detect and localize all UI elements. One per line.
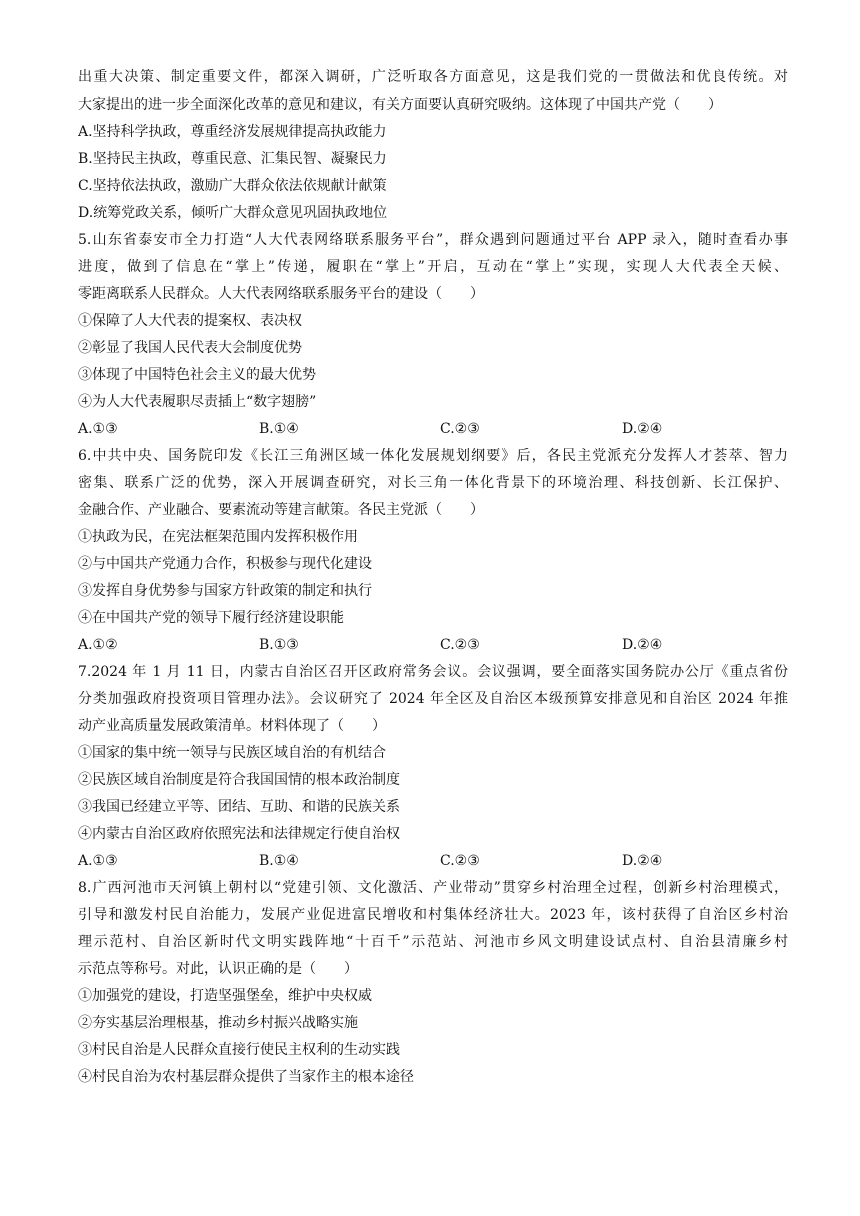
q7-item-2: ②民族区域自治制度是符合我国国情的根本政治制度 (78, 772, 400, 788)
q7-item-4: ④内蒙古自治区政府依照宪法和法律规定行使自治权 (78, 826, 400, 842)
q4-option-b: B.坚持民主执政，尊重民意、汇集民智、凝聚民力 (78, 151, 387, 167)
q8-stem-line-2: 引导和激发村民自治能力，发展产业促进富民增收和村集体经济壮大。2023 年，该村获得了自治区乡村治 (78, 907, 788, 923)
q5-stem-line-1: 5.山东省泰安市全力打造“人大代表网络联系服务平台”，群众遇到问题通过平台 APP 录入，随时查看办事 (78, 232, 788, 248)
q8-stem-line-3: 理示范村、自治区新时代文明实践阵地“十百千”示范站、河池市乡风文明建设试点村、自治县清廉乡村 (78, 934, 788, 950)
q7-stem-line-1: 7.2024 年 1 月 11 日，内蒙古自治区召开区政府常务会议。会议强调，要全面落实国务院办公厅《重点省份 (78, 664, 788, 680)
q5-choice-d: D.②④ (622, 421, 663, 437)
q6-stem-line-2: 密集、联系广泛的优势，深入开展调查研究，对长三角一体化背景下的环境治理、科技创新、长江保护、 (78, 475, 788, 491)
q4-stem-line-2: 大家提出的进一步全面深化改革的意见和建议，有关方面要认真研究吸纳。这体现了中国共产党（ ） (78, 97, 722, 113)
q8-stem-line-4: 示范点等称号。对此，认识正确的是（ ） (78, 961, 358, 977)
q6-choice-a: A.①② (78, 637, 118, 653)
q6-item-2: ②与中国共产党通力合作，积极参与现代化建设 (78, 556, 372, 572)
q7-stem-line-3: 动产业高质量发展政策清单。材料体现了（ ） (78, 718, 386, 734)
q5-choice-b: B.①④ (259, 421, 299, 437)
q8-item-2: ②夯实基层治理根基，推动乡村振兴战略实施 (78, 1015, 358, 1031)
q7-stem-line-2: 分类加强政府投资项目管理办法》。会议研究了 2024 年全区及自治区本级预算安排意见和自治区 2024 年推 (78, 691, 788, 707)
q7-choice-d: D.②④ (622, 853, 663, 869)
q5-choice-c: C.②③ (440, 421, 480, 437)
q7-choice-b: B.①④ (259, 853, 299, 869)
q5-choice-a: A.①③ (78, 421, 118, 437)
q6-item-3: ③发挥自身优势参与国家方针政策的制定和执行 (78, 583, 372, 599)
q5-item-3: ③体现了中国特色社会主义的最大优势 (78, 367, 316, 383)
q4-option-c: C.坚持依法执政，激励广大群众依法依规献计献策 (78, 178, 387, 194)
q5-item-1: ①保障了人大代表的提案权、表决权 (78, 313, 302, 329)
q6-choices (78, 636, 788, 654)
q8-stem-line-1: 8.广西河池市天河镇上朝村以“党建引领、文化激活、产业带动”贯穿乡村治理全过程，创新乡村治理模式， (78, 880, 788, 896)
q6-choice-c: C.②③ (440, 637, 480, 653)
q7-choices (78, 852, 788, 870)
q7-item-1: ①国家的集中统一领导与民族区域自治的有机结合 (78, 745, 386, 761)
q5-item-2: ②彰显了我国人民代表大会制度优势 (78, 340, 302, 356)
q6-stem-line-1: 6.中共中央、国务院印发《长江三角洲区域一体化发展规划纲要》后，各民主党派充分发挥人才荟萃、智力 (78, 448, 788, 464)
q6-item-1: ①执政为民，在宪法框架范围内发挥积极作用 (78, 529, 358, 545)
q4-option-d: D.统筹党政关系，倾听广大群众意见巩固执政地位 (78, 205, 388, 221)
q7-choice-a: A.①③ (78, 853, 118, 869)
q8-item-4: ④村民自治为农村基层群众提供了当家作主的根本途径 (78, 1069, 414, 1085)
q6-choice-b: B.①③ (259, 637, 299, 653)
q6-item-4: ④在中国共产党的领导下履行经济建设职能 (78, 610, 344, 626)
q4-option-a: A.坚持科学执政，尊重经济发展规律提高执政能力 (78, 124, 387, 140)
q7-choice-c: C.②③ (440, 853, 480, 869)
q5-stem-line-2: 进度，做到了信息在“掌上”传递，履职在“掌上”开启，互动在“掌上”实现，实现人大代表全天候、 (78, 259, 788, 275)
q6-stem-line-3: 金融合作、产业融合、要素流动等建言献策。各民主党派（ ） (78, 502, 484, 518)
q5-item-4: ④为人大代表履职尽责插上“数字翅膀” (78, 394, 317, 410)
q4-stem-line-1: 出重大决策、制定重要文件，都深入调研，广泛听取各方面意见，这是我们党的一贯做法和优良传统。对 (78, 69, 788, 85)
q8-item-1: ①加强党的建设，打造坚强堡垒，维护中央权威 (78, 988, 372, 1004)
q5-choices (78, 420, 788, 438)
q8-item-3: ③村民自治是人民群众直接行使民主权利的生动实践 (78, 1042, 400, 1058)
q7-item-3: ③我国已经建立平等、团结、互助、和谐的民族关系 (78, 799, 400, 815)
q5-stem-line-3: 零距离联系人民群众。人大代表网络联系服务平台的建设（ ） (78, 286, 484, 302)
q6-choice-d: D.②④ (622, 637, 663, 653)
